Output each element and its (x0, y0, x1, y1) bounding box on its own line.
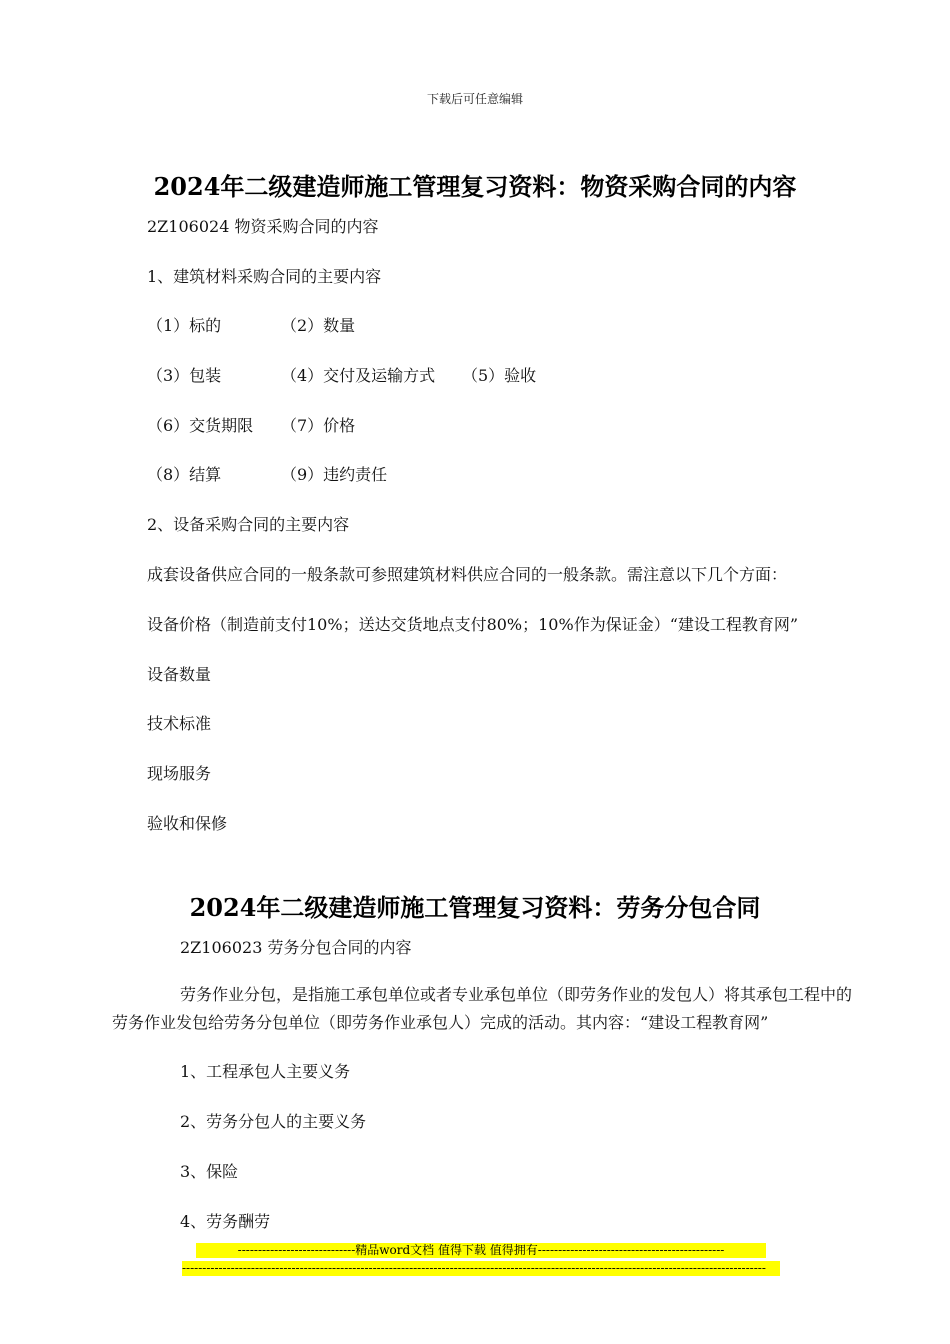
grid-cell: （9）违约责任 (281, 465, 388, 484)
grid-cell: （8）结算 (147, 465, 222, 484)
section2-paragraph-text: 劳务作业分包，是指施工承包单位或者专业承包单位（即劳务作业的发包人）将其承包工程中的劳务作业发包给劳务分包单位（即劳务作业承包人）完成的活动。其内容：“建设工程教育网” (112, 985, 853, 1032)
section2-item-2: 2、劳务分包人的主要义务 (180, 1112, 367, 1131)
section2-code-line: 2Z106023 劳务分包合同的内容 (180, 938, 412, 957)
section1-item1-heading: 1、建筑材料采购合同的主要内容 (147, 267, 382, 286)
point-service: 现场服务 (147, 764, 212, 783)
section2-title: 2024年二级建造师施工管理复习资料：劳务分包合同 (189, 893, 761, 922)
section2-item-3: 3、保险 (180, 1162, 239, 1181)
grid-cell: （1）标的 (147, 316, 222, 335)
section1-intro: 成套设备供应合同的一般条款可参照建筑材料供应合同的一般条款。需注意以下几个方面： (147, 565, 788, 584)
section2-item-1: 1、工程承包人主要义务 (180, 1062, 351, 1081)
footer-banner-line-2: ------------------------------------------------------------------------------------------------------------------------------------------------ (182, 1261, 780, 1276)
header-note: 下载后可任意编辑 (426, 92, 523, 106)
grid-cell: （4）交付及运输方式 (281, 366, 436, 385)
grid-cell: （3）包装 (147, 366, 222, 385)
section2-paragraph (112, 981, 852, 1037)
grid-cell: （2）数量 (281, 316, 356, 335)
section1-title: 2024年二级建造师施工管理复习资料：物资采购合同的内容 (153, 172, 797, 201)
point-quantity: 设备数量 (147, 665, 212, 684)
grid-cell: （5）验收 (462, 366, 537, 385)
point-acceptance: 验收和保修 (147, 814, 228, 833)
footer-banner-line-1: -----------------------------精品word文档 值得下载 值得拥有---------------------------------------------- (196, 1243, 766, 1258)
section1-item2-heading: 2、设备采购合同的主要内容 (147, 515, 350, 534)
grid-cell: （6）交货期限 (147, 416, 254, 435)
point-standard: 技术标准 (147, 714, 212, 733)
section1-code-line: 2Z106024 物资采购合同的内容 (147, 217, 379, 236)
point-price: 设备价格（制造前支付10%；送达交货地点支付80%；10%作为保证金）“建设工程教育网” (147, 615, 799, 634)
grid-cell: （7）价格 (281, 416, 356, 435)
section2-item-4: 4、劳务酬劳 (180, 1212, 271, 1231)
